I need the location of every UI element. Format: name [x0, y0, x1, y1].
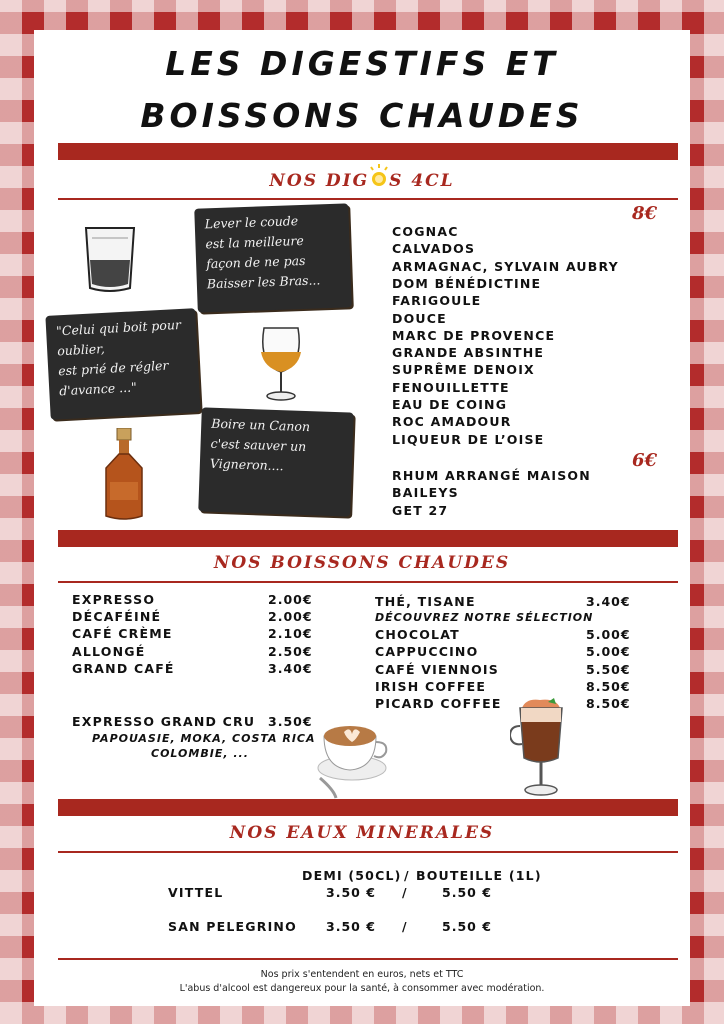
hot-drink-name: CAFÉ VIENNOIS: [375, 661, 499, 677]
water-sep-sanpelegrino: /: [402, 919, 408, 934]
the-tisane-note: DÉCOUVREZ NOTRE SÉLECTION: [375, 611, 594, 624]
footer-line1: Nos prix s'entendent en euros, nets et TTC: [260, 969, 464, 980]
hot-drink-name: CAFÉ CRÈME: [72, 626, 173, 642]
digo-item: EAU DE COING: [392, 397, 508, 412]
water-header-sep: /: [404, 868, 410, 883]
grand-cru-note-1: PAPOUASIE, MOKA, COSTA RICA: [92, 732, 316, 745]
water-header-demi: DEMI (50CL): [302, 868, 402, 883]
hot-drink-price: 5.00€: [586, 644, 631, 660]
grand-cru-note-2: COLOMBIE, ...: [151, 747, 249, 760]
section-band-eaux: [58, 799, 678, 816]
digo-item: BAILEYS: [392, 485, 459, 501]
digo-item: DOM BÉNÉDICTINE: [392, 275, 542, 291]
chalkboard-quote-2: "Celui qui boit pour oublier, est prié de régler d'avance ...": [45, 308, 200, 420]
hot-drink-name: DÉCAFÉINÉ: [72, 609, 162, 625]
grand-cru-name: EXPRESSO GRAND CRU: [72, 714, 256, 729]
cognac-glass-icon: [258, 320, 304, 408]
whisky-glass-icon: [82, 224, 138, 298]
liquor-bottle-icon: [100, 428, 148, 526]
page-title-line2: BOISSONS CHAUDES: [140, 96, 584, 135]
menu-sheet: [34, 30, 690, 1006]
hot-drink-name: CHOCOLAT: [375, 627, 460, 642]
chalkboard-quote-1: Lever le coude est la meilleure façon de ne pas Baisser les Bras...: [194, 203, 352, 312]
section-title-chaudes: NOS BOISSONS CHAUDES: [213, 553, 511, 573]
hot-drink-price: 3.40€: [268, 660, 313, 676]
grand-cru-price: 3.50€: [268, 714, 313, 729]
digo-item: SUPRÊME DENOIX: [392, 362, 535, 378]
water-name-vittel: VITTEL: [168, 885, 224, 900]
digo-item: FARIGOULE: [392, 293, 482, 309]
chalkboard-quote-3: Boire un Canon c'est sauver un Vigneron....: [198, 407, 354, 516]
digo-item: MARC DE PROVENCE: [392, 327, 556, 343]
cappuccino-cup-icon: [316, 716, 392, 806]
hot-drink-price: 2.00€: [268, 592, 313, 607]
hot-drink-name: PICARD COFFEE: [375, 696, 502, 712]
digo-item: ROC AMADOUR: [392, 414, 512, 430]
divider-digos: [58, 198, 678, 200]
water-header-bouteille: BOUTEILLE (1L): [416, 868, 542, 883]
section-title-digos: NOS DIG S 4CL: [34, 170, 690, 191]
section-band-digos: [58, 143, 678, 160]
hot-drink-name: GRAND CAFÉ: [72, 660, 175, 676]
digo-item: FENOUILLETTE: [392, 379, 510, 395]
digo-item: RHUM ARRANGÉ MAISON: [392, 468, 591, 483]
section-band-chaudes: [58, 530, 678, 547]
water-sep-vittel: /: [402, 885, 408, 900]
digo-item: GET 27: [392, 502, 449, 518]
page-title-line1: LES DIGESTIFS ET: [165, 44, 559, 83]
digo-item: LIQUEUR DE L’OISE: [392, 431, 545, 447]
digo-item: COGNAC: [392, 224, 459, 239]
digo-item: DOUCE: [392, 310, 447, 326]
section-title-eaux: NOS EAUX MINERALES: [229, 823, 495, 843]
hot-drink-name: IRISH COFFEE: [375, 678, 487, 694]
price-tag-6: 6€: [632, 450, 658, 471]
hot-drink-price: 5.00€: [586, 627, 631, 642]
footer-line2: L'abus d'alcool est dangereux pour la santé, à consommer avec modération.: [179, 983, 545, 994]
hot-drink-name: ALLONGÉ: [72, 643, 146, 659]
water-demi-vittel: 3.50 €: [326, 885, 376, 900]
water-demi-sanpelegrino: 3.50 €: [326, 919, 376, 934]
hot-drink-price: 2.00€: [268, 609, 313, 625]
irish-coffee-glass-icon: [510, 696, 572, 804]
the-tisane-name: THÉ, TISANE: [375, 594, 476, 609]
hot-drink-price: 5.50€: [586, 661, 631, 677]
digo-item: GRANDE ABSINTHE: [392, 345, 545, 361]
hot-drink-name: CAPPUCCINO: [375, 644, 479, 660]
digo-item: ARMAGNAC, SYLVAIN AUBRY: [392, 258, 619, 274]
price-tag-8: 8€: [632, 203, 658, 224]
the-tisane-price: 3.40€: [586, 594, 631, 609]
divider-chaudes: [58, 581, 678, 583]
hot-drink-price: 8.50€: [586, 678, 631, 694]
water-bouteille-vittel: 5.50 €: [442, 885, 492, 900]
hot-drink-price: 8.50€: [586, 696, 631, 712]
hot-drink-price: 2.50€: [268, 643, 313, 659]
water-name-sanpelegrino: SAN PELEGRINO: [168, 919, 297, 934]
digo-item: CALVADOS: [392, 241, 476, 257]
hot-drink-price: 2.10€: [268, 626, 313, 642]
hot-drink-name: EXPRESSO: [72, 592, 156, 607]
divider-eaux: [58, 851, 678, 853]
sun-o-icon: [369, 170, 389, 188]
divider-footer: [58, 958, 678, 960]
water-bouteille-sanpelegrino: 5.50 €: [442, 919, 492, 934]
